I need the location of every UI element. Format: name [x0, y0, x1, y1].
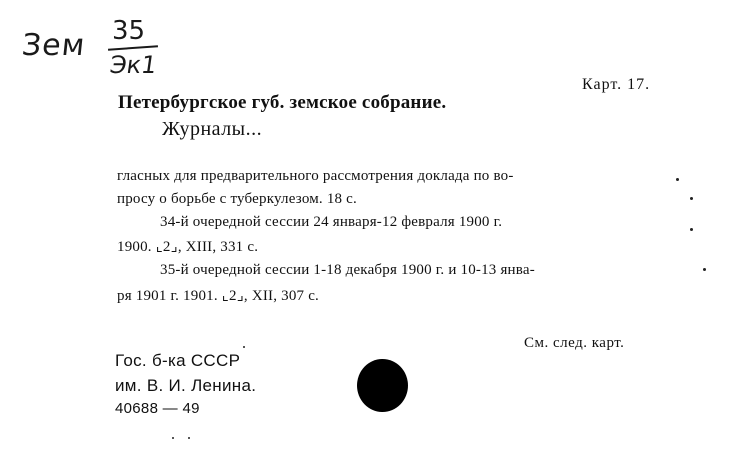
- shelf-mark-fraction-line: [108, 45, 158, 50]
- library-stamp-line: им. В. И. Ленина.: [115, 376, 257, 395]
- body-line: 1900. ⌞2⌟, XIII, 331 с.: [117, 239, 259, 255]
- scan-speck: [690, 197, 693, 200]
- scan-speck: [703, 268, 706, 271]
- body-line: гласных для предварительного рассмотрения доклада по во-: [117, 168, 514, 184]
- see-next-card-note: См. след. карт.: [524, 335, 625, 351]
- scan-speck: [172, 437, 174, 439]
- scan-speck: [676, 178, 679, 181]
- library-stamp-inventory-number: 40688 — 49: [115, 400, 200, 417]
- card-number: Карт. 17.: [582, 76, 651, 93]
- scan-speck: [243, 346, 245, 348]
- shelf-mark-numerator: 35: [112, 16, 146, 46]
- library-stamp-line: Гос. б-ка СССР: [115, 351, 241, 370]
- shelf-mark-prefix: Зем: [20, 28, 88, 63]
- punch-hole: [357, 359, 408, 412]
- body-line: просу о борьбе с туберкулезом. 18 с.: [117, 191, 357, 207]
- catalog-subheading: Журналы...: [162, 118, 263, 140]
- body-line: ря 1901 г. 1901. ⌞2⌟, XII, 307 с.: [117, 288, 320, 304]
- body-line: 34-й очередной сессии 24 января-12 февраля 1900 г.: [160, 214, 503, 230]
- scan-speck: [690, 228, 693, 231]
- body-line: 35-й очередной сессии 1-18 декабря 1900 г. и 10-13 янва-: [160, 262, 535, 278]
- scan-speck: [188, 437, 190, 439]
- catalog-heading: Петербургское губ. земское собрание.: [118, 92, 447, 113]
- shelf-mark-denominator: Эк1: [108, 51, 159, 79]
